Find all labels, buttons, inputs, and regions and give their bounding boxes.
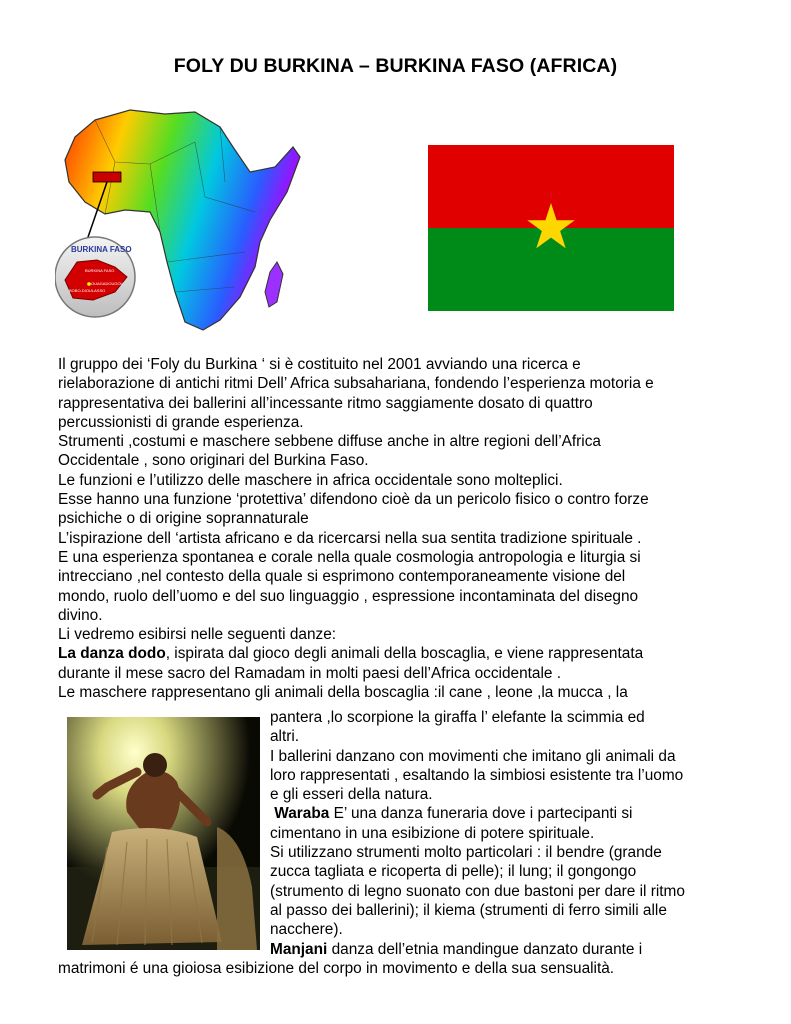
body-line: mondo, ruolo dell’uomo e del suo linguaggio , espressione incontaminata del disegno xyxy=(58,587,639,605)
body-line: L’ispirazione dell ‘artista africano e da ricercarsi nella sua sentita tradizione spirituale . xyxy=(58,529,642,547)
body-line: Le funzioni e l’utilizzo delle maschere in africa occidentale sono molteplici. xyxy=(58,471,563,489)
inset-city-ouagadougou: OUAGADOUGOU xyxy=(91,281,124,286)
inset-title: BURKINA FASO xyxy=(71,245,132,254)
body-line: Il gruppo dei ‘Foly du Burkina ‘ si è costituito nel 2001 avviando una ricerca e xyxy=(58,356,581,373)
body-line: Si utilizzano strumenti molto particolari : il bendre (grande xyxy=(270,844,662,862)
body-line: zucca tagliata e ricoperta di pelle); il lung; il gongongo xyxy=(270,863,637,881)
body-line: psichiche o di origine soprannaturale xyxy=(58,510,309,528)
waraba-paragraph xyxy=(270,804,740,823)
inset-city-bobo: BOBO-DIOULASSO xyxy=(69,288,106,293)
body-line: pantera ,lo scorpione la giraffa l’ elefante la scimmia ed xyxy=(270,709,645,726)
dodo-paragraph xyxy=(58,644,758,663)
dodo-text: , ispirata dal gioco degli animali della boscaglia, e viene rappresentata xyxy=(165,645,644,663)
body-text xyxy=(58,355,758,702)
dancer-photo xyxy=(67,717,260,950)
body-line: E una esperienza spontanea e corale nella quale cosmologia antropologia e liturgia si xyxy=(58,548,641,566)
body-line: al passo dei ballerini); il kiema (strumenti di ferro simili alle xyxy=(270,901,667,919)
body-line: I ballerini danzano con movimenti che imitano gli animali da xyxy=(270,747,676,765)
body-line: Strumenti ,costumi e maschere sebbene diffuse anche in altre regioni dell’Africa xyxy=(58,433,601,451)
waraba-text: E’ una danza funeraria dove i partecipanti si xyxy=(329,805,633,823)
waraba-label: Waraba xyxy=(274,805,330,823)
body-line: (strumento di legno suonato con due bastoni per dare il ritmo xyxy=(270,882,685,900)
burkina-faso-flag xyxy=(428,145,674,311)
page-title: FOLY DU BURKINA – BURKINA FASO (AFRICA) xyxy=(173,55,618,77)
body-line: nacchere). xyxy=(270,921,343,939)
body-line: intrecciano ,nel contesto della quale si esprimono contemporaneamente visione del xyxy=(58,568,626,586)
madagascar-shape xyxy=(265,262,283,307)
body-line: rielaborazione di antichi ritmi Dell’ Africa subsahariana, fondendo l’esperienza motoria e xyxy=(58,375,654,393)
body-line: Occidentale , sono originari del Burkina Faso. xyxy=(58,452,369,470)
last-line: matrimoni é una gioiosa esibizione del corpo in movimento e della sua sensualità. xyxy=(58,960,615,977)
body-line: e gli esseri della natura. xyxy=(270,786,433,804)
manjani-text: danza dell’etnia mandingue danzato durante i xyxy=(327,940,643,958)
flag-green-band xyxy=(428,228,674,311)
body-line: altri. xyxy=(270,728,300,746)
inset-country-label: BURKINA FASO xyxy=(85,268,115,273)
manjani-paragraph xyxy=(270,940,740,959)
body-line: rappresentativa dei ballerini all’incessante ritmo saggiamente dosato di quattro xyxy=(58,394,593,412)
manjani-label: Manjani xyxy=(270,940,328,958)
wrap-text xyxy=(270,708,740,959)
body-line: percussionisti di grande esperienza. xyxy=(58,413,304,431)
dodo-label: La danza dodo xyxy=(58,645,166,663)
body-line: loro rappresentati , esaltando la simbiosi esistente tra l’uomo xyxy=(270,766,684,784)
body-line: Li vedremo esibirsi nelle seguenti danze: xyxy=(58,626,337,644)
body-line: Esse hanno una funzione ‘protettiva’ difendono cioè da un pericolo fisico o contro forze xyxy=(58,491,649,509)
body-line: durante il mese sacro del Ramadam in molti paesi dell’Africa occidentale . xyxy=(58,664,561,682)
body-line: cimentano in una esibizione di potere spirituale. xyxy=(270,824,595,842)
body-line: divino. xyxy=(58,606,103,624)
body-line: Le maschere rappresentano gli animali della boscaglia :il cane , leone ,la mucca , la xyxy=(58,684,628,702)
africa-map-image xyxy=(55,102,310,338)
